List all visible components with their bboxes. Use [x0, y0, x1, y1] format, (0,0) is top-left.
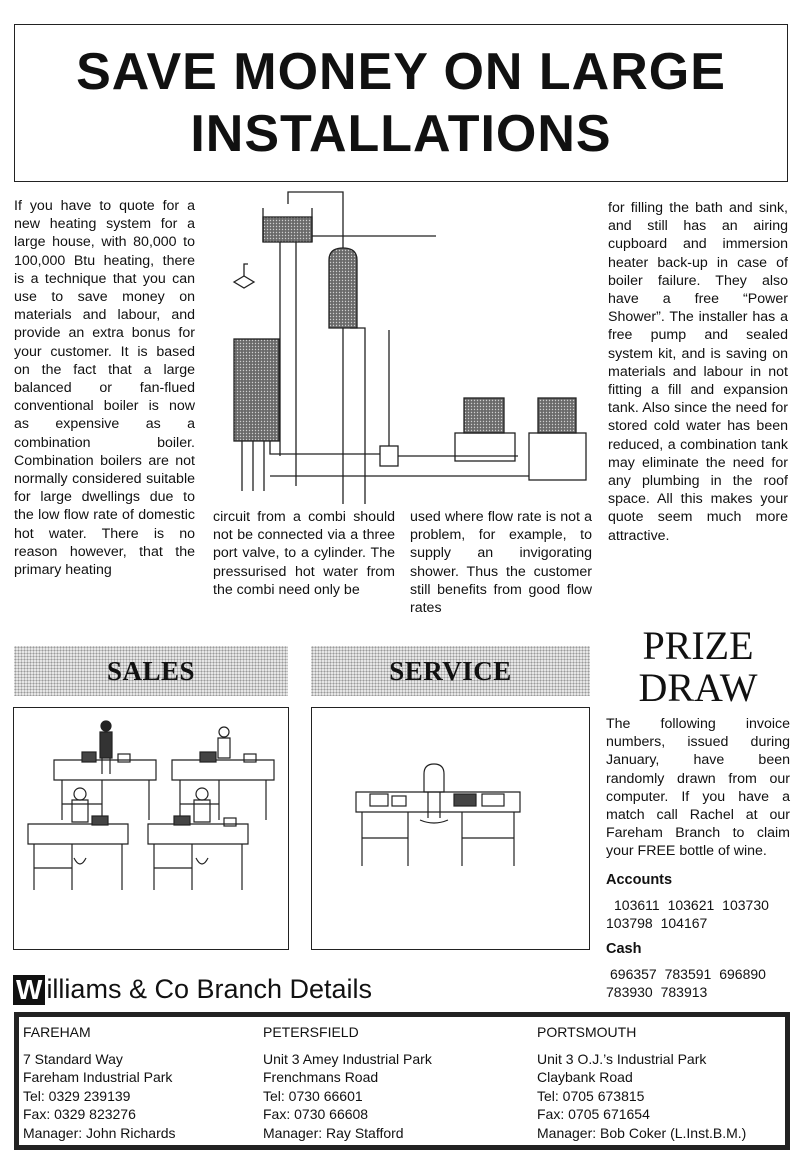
- service-banner: [311, 646, 590, 696]
- branch-portsmouth: [537, 1023, 746, 1142]
- branch-details-title-text: illiams & Co Branch Details: [46, 974, 373, 1004]
- prize-draw-panel: [606, 625, 790, 1001]
- branch-address-1: 7 Standard Way: [23, 1050, 123, 1067]
- article-text-col4: for filling the bath and sink, and still has an airing cupboard and immersion heater back-up in case of boiler failure. They also have a free “Power Shower”. The installer has a free pump and sealed system kit, and is saving on materials and labour in not fitting a fill and expansion tank. Also since the need for stored cold water has been reduced, a combination tank may eliminate the need for any plumbing in the roof space. All this makes your quote seem much more attractive.: [608, 200, 788, 544]
- cash-label: Cash: [606, 940, 642, 957]
- sales-heading: SALES: [106, 655, 196, 686]
- radiator-2: [538, 398, 576, 433]
- accounts-numbers-line-1: 103611 103621 103730: [614, 896, 769, 913]
- williams-logo-letter: W: [13, 975, 45, 1005]
- branch-manager: Manager: Ray Stafford: [263, 1124, 404, 1141]
- service-illustration-box: [311, 707, 590, 950]
- prize-title-line-1: PRIZE: [642, 623, 754, 668]
- accounts-numbers-line-2: 103798 104167: [606, 914, 708, 931]
- prize-title-line-2: DRAW: [638, 665, 758, 710]
- article-column-3: [410, 508, 592, 617]
- article-text-col2: circuit from a combi should not be connected via a three port valve, to a cylinder. The pressurised hot water from the combi need only be: [213, 509, 395, 598]
- branch-address-2: Fareham Industrial Park: [23, 1069, 173, 1085]
- hot-water-cylinder: [329, 248, 357, 328]
- branch-address-1: Unit 3 Amey Industrial Park: [263, 1050, 432, 1067]
- branch-tel: Tel: 0705 673815: [537, 1087, 645, 1104]
- branch-address-2: Claybank Road: [537, 1069, 633, 1085]
- cash-numbers-line-2: 783930 783913: [606, 983, 708, 1000]
- radiator-1: [464, 398, 504, 433]
- service-heading: SERVICE: [389, 655, 512, 686]
- branch-fax: Fax: 0705 671654: [537, 1106, 650, 1122]
- branch-manager: Manager: Bob Coker (L.Inst.B.M.): [537, 1124, 747, 1141]
- branch-fax: Fax: 0329 823276: [23, 1106, 136, 1122]
- branch-tel: Tel: 0329 239139: [23, 1087, 131, 1104]
- article-column-4: [608, 199, 788, 545]
- branch-tel: Tel: 0730 66601: [263, 1087, 363, 1104]
- branch-manager: Manager: John Richards: [23, 1124, 176, 1141]
- article-text-col3: used where flow rate is not a problem, for example, to supply an invigorating shower. Thus the customer still benefits from good flow rates: [410, 509, 592, 617]
- branch-name: FAREHAM: [23, 1024, 91, 1040]
- branch-name: PETERSFIELD: [263, 1024, 359, 1040]
- article-text-col1: If you have to quote for a new heating system for a large house, with 80,000 to 100,000 Btu heating, there is a technique that you can use to save money on materials and labour, and provide an extra bonus for your customer. It is based on the fact that a large balanced or fan-flued conventional boiler is now as expensive as a combination boiler. Combination boilers are not normally considered suitable for large dwellings due to the low flow rate of domestic hot water. There is no reason however, that the primary heating: [14, 198, 195, 579]
- branch-fax: Fax: 0730 66608: [263, 1106, 369, 1122]
- cold-water-tank: [263, 217, 312, 242]
- three-port-valve: [380, 446, 398, 466]
- headline-line-1: SAVE MONEY ON LARGE: [76, 43, 726, 101]
- article-column-1: [14, 197, 195, 579]
- headline-line-2: INSTALLATIONS: [190, 105, 612, 163]
- branch-address-2: Frenchmans Road: [263, 1069, 379, 1085]
- sales-office-illustration: [14, 708, 288, 949]
- service-office-illustration: [312, 708, 589, 949]
- article-column-2: [213, 508, 395, 599]
- branch-name: PORTSMOUTH: [537, 1024, 637, 1040]
- boiler: [234, 339, 279, 441]
- headline-box: [14, 24, 788, 182]
- sales-illustration-box: [13, 707, 289, 950]
- branch-details-box: [14, 1012, 790, 1150]
- heating-system-diagram: [218, 186, 592, 504]
- sales-banner: [14, 646, 288, 696]
- accounts-label: Accounts: [606, 871, 673, 888]
- branch-address-1: Unit 3 O.J.’s Industrial Park: [537, 1050, 707, 1067]
- prize-body: The following invoice numbers, issued during January, have been randomly drawn from our computer. If you have a match call Rachel at our Fareham Branch to claim your FREE bottle of wine.: [606, 716, 790, 860]
- branch-fareham: [23, 1023, 176, 1142]
- branch-details-title: [13, 974, 372, 1005]
- float-valve: [234, 276, 254, 288]
- cash-numbers-line-1: 696357 783591 696890: [610, 965, 766, 982]
- branch-petersfield: [263, 1023, 432, 1142]
